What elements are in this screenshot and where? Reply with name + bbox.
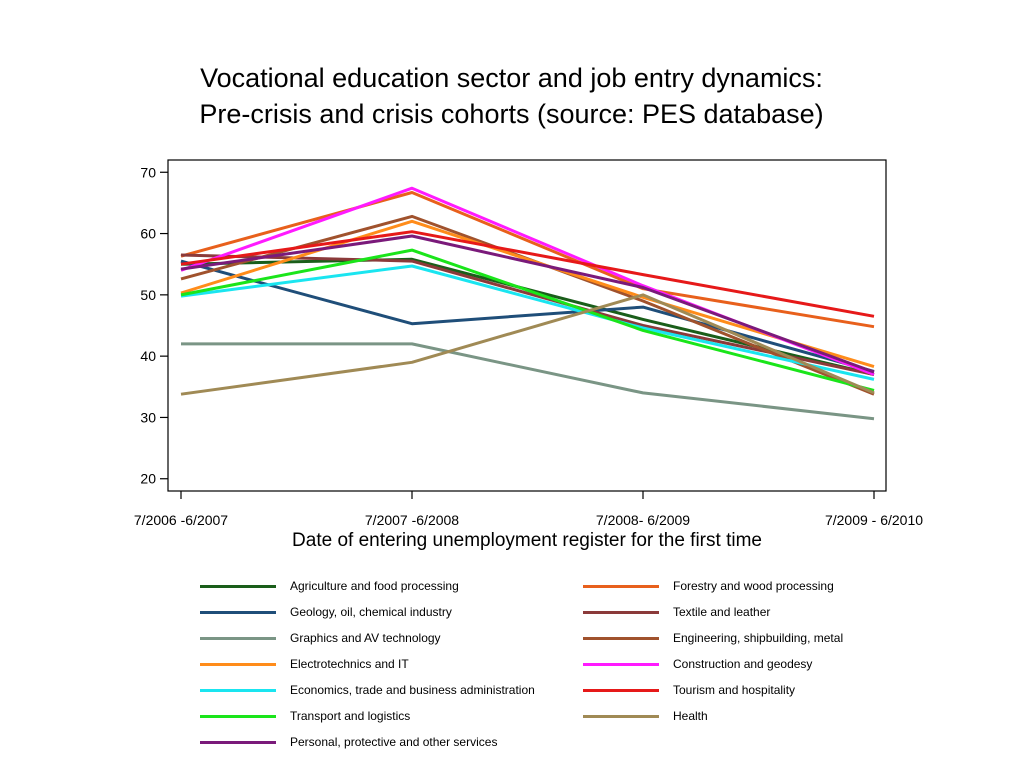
legend-item <box>583 704 708 728</box>
legend-item <box>200 678 535 702</box>
legend-label: Engineering, shipbuilding, metal <box>673 631 844 645</box>
legend-item <box>583 626 843 650</box>
legend-swatch <box>200 715 276 718</box>
legend-item <box>200 626 441 650</box>
y-tick-label: 40 <box>140 348 156 365</box>
legend-swatch <box>583 585 659 588</box>
x-axis <box>134 491 923 528</box>
legend-item <box>200 574 459 598</box>
legend-label: Health <box>673 709 708 723</box>
legend-label: Geology, oil, chemical industry <box>290 605 452 619</box>
legend-label: Personal, protective and other services <box>290 735 498 749</box>
legend-item <box>200 730 497 754</box>
chart-title-line-1: Vocational education sector and job entry dynamics: <box>200 63 823 93</box>
legend-item <box>583 678 795 702</box>
y-tick-label: 70 <box>140 164 156 181</box>
legend-item <box>583 600 770 624</box>
y-tick-label: 50 <box>140 286 156 303</box>
legend-swatch <box>200 663 276 666</box>
legend-swatch <box>200 585 276 588</box>
x-tick-label: 7/2009 - 6/2010 <box>824 512 924 528</box>
x-tick-label: 7/2006 -6/2007 <box>133 512 229 528</box>
legend-label: Construction and geodesy <box>673 657 813 671</box>
legend-item <box>583 652 812 676</box>
legend-swatch <box>200 689 276 692</box>
legend-label: Transport and logistics <box>290 709 411 723</box>
legend-label: Graphics and AV technology <box>290 631 441 645</box>
legend-label: Economics, trade and business administration <box>290 683 535 697</box>
legend-swatch <box>583 663 659 666</box>
x-axis-title: Date of entering unemployment register for the first time <box>292 530 762 551</box>
legend-swatch <box>200 611 276 614</box>
legend-item <box>200 652 409 676</box>
chart-title-line-2: Pre-crisis and crisis cohorts (source: PES database) <box>199 99 824 129</box>
legend-item <box>200 704 410 728</box>
x-tick-label: 7/2008- 6/2009 <box>595 512 691 528</box>
plot-area-frame <box>168 160 886 491</box>
legend-label: Textile and leather <box>673 605 771 619</box>
legend-label: Forestry and wood processing <box>673 579 834 593</box>
legend-swatch <box>583 715 659 718</box>
legend-label: Agriculture and food processing <box>290 579 459 593</box>
legend-swatch <box>200 741 276 744</box>
y-tick-label: 60 <box>140 225 156 242</box>
x-tick-label: 7/2007 -6/2008 <box>364 512 460 528</box>
legend-item <box>583 574 834 598</box>
y-tick-label: 20 <box>140 470 156 487</box>
legend-swatch <box>583 637 659 640</box>
legend-swatch <box>200 637 276 640</box>
legend-swatch <box>583 611 659 614</box>
legend-label: Tourism and hospitality <box>673 683 796 697</box>
y-axis <box>140 164 168 486</box>
legend-item <box>200 600 452 624</box>
legend-swatch <box>583 689 659 692</box>
legend-label: Electrotechnics and IT <box>290 657 409 671</box>
y-tick-label: 30 <box>140 409 156 426</box>
